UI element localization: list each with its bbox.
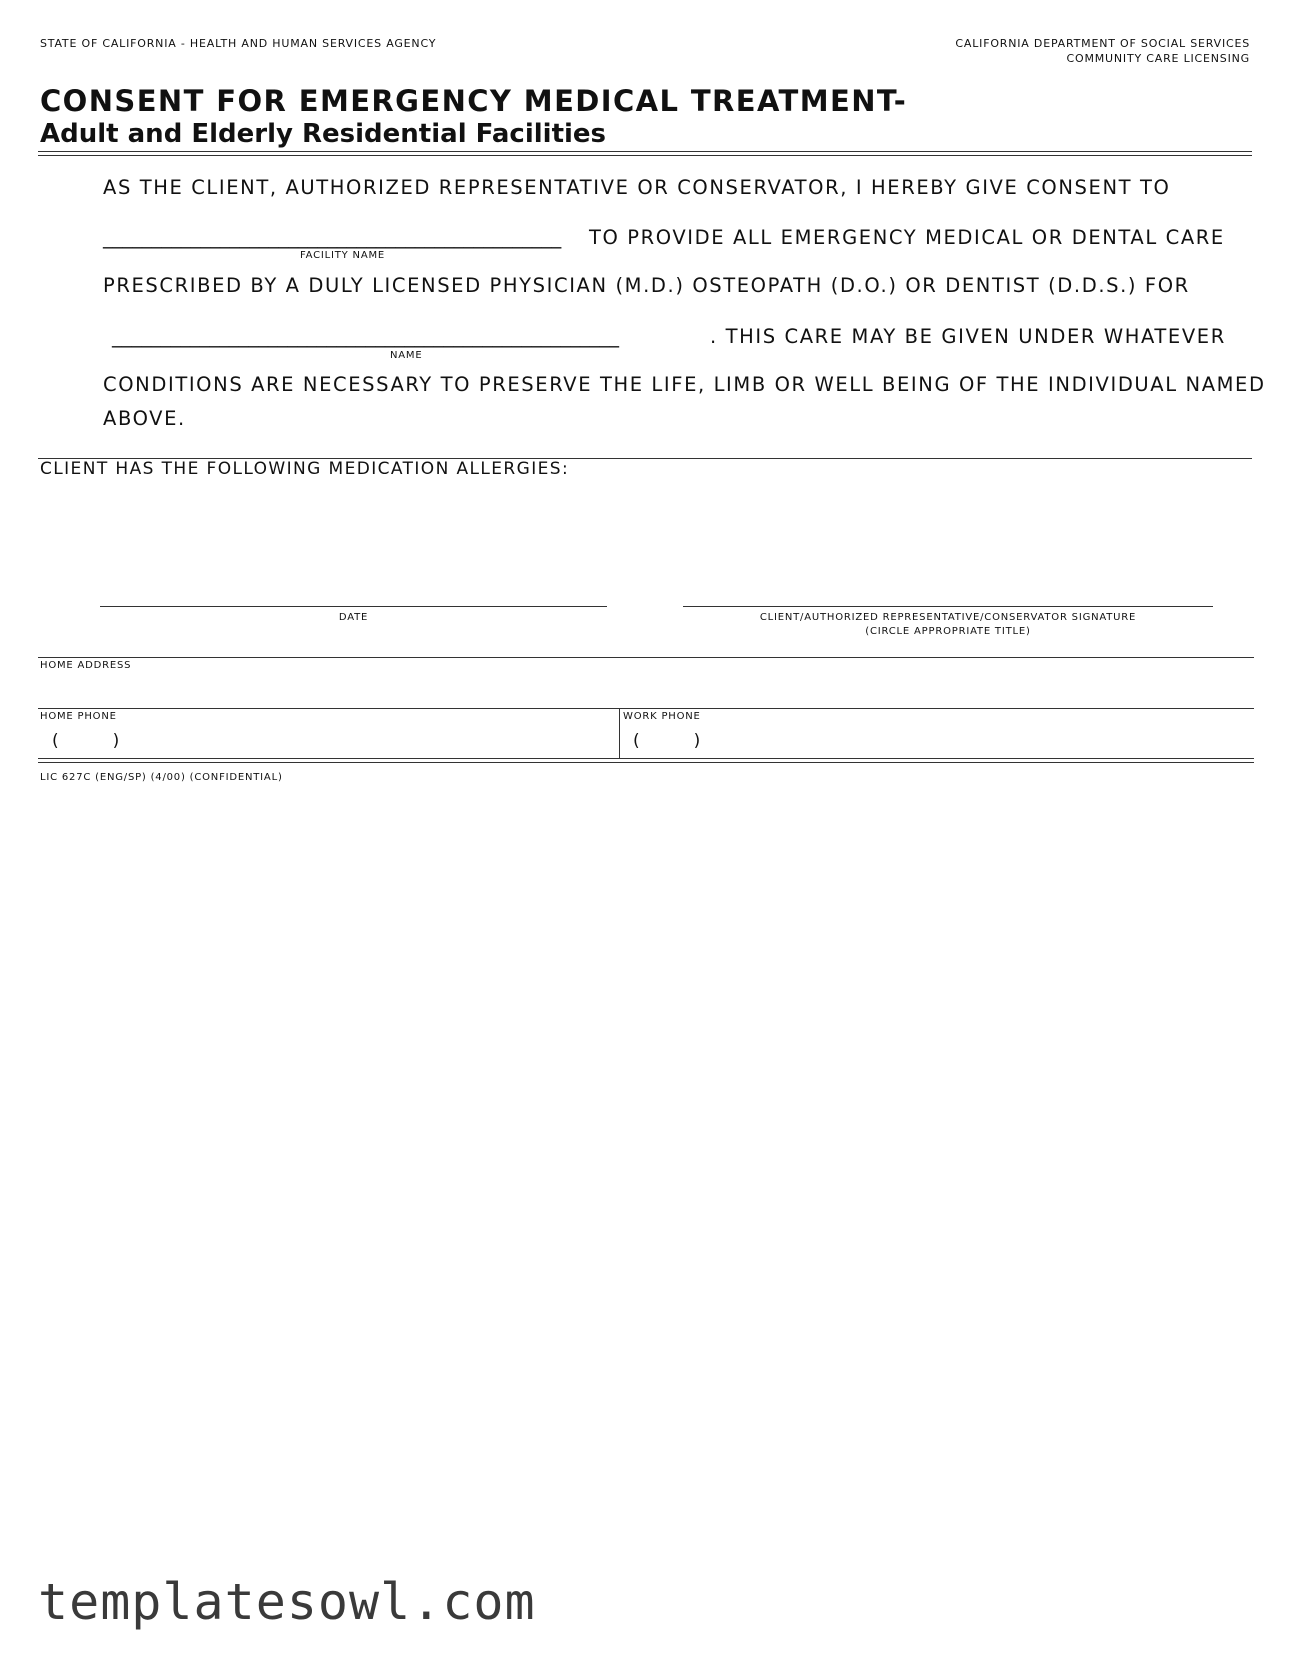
address-divider <box>38 657 1254 658</box>
allergies-input-area[interactable] <box>40 485 1250 595</box>
form-subtitle: Adult and Elderly Residential Facilities <box>40 119 607 149</box>
allergies-label: CLIENT HAS THE FOLLOWING MEDICATION ALLERGIES: <box>40 459 570 479</box>
agency-name-left: STATE OF CALIFORNIA - HEALTH AND HUMAN SERVICES AGENCY <box>40 37 437 50</box>
consent-line-5: CONDITIONS ARE NECESSARY TO PRESERVE THE LIFE, LIMB OR WELL BEING OF THE INDIVIDUAL NAMED <box>103 373 1266 396</box>
home-phone-field[interactable]: ( ) <box>52 731 120 751</box>
client-name-label: NAME <box>390 350 423 361</box>
watermark-text: templatesowl.com <box>38 1573 536 1631</box>
consent-line-4: . THIS CARE MAY BE GIVEN UNDER WHATEVER <box>710 325 1226 348</box>
bottom-divider-bottom <box>38 762 1254 763</box>
title-divider-top <box>38 151 1252 152</box>
phone-divider <box>38 708 1254 709</box>
bottom-divider-top <box>38 758 1254 759</box>
home-address-label: HOME ADDRESS <box>40 660 132 671</box>
work-phone-label: WORK PHONE <box>623 711 701 722</box>
department-name: CALIFORNIA DEPARTMENT OF SOCIAL SERVICES <box>955 37 1250 50</box>
work-phone-field[interactable]: ( ) <box>633 731 701 751</box>
title-divider-bottom <box>38 155 1252 156</box>
phone-column-divider <box>619 708 620 758</box>
consent-line-2: TO PROVIDE ALL EMERGENCY MEDICAL OR DENTAL CARE <box>589 226 1225 249</box>
signature-title-note: (CIRCLE APPROPRIATE TITLE) <box>865 626 1031 637</box>
home-phone-label: HOME PHONE <box>40 711 117 722</box>
date-line[interactable] <box>100 606 607 607</box>
consent-line-3: PRESCRIBED BY A DULY LICENSED PHYSICIAN (M.D.) OSTEOPATH (D.O.) OR DENTIST (D.D.S.) FOR <box>103 274 1190 297</box>
consent-line-1: AS THE CLIENT, AUTHORIZED REPRESENTATIVE OR CONSERVATOR, I HEREBY GIVE CONSENT TO <box>103 176 1171 199</box>
date-label: DATE <box>338 612 369 623</box>
facility-name-field[interactable]: _______________________________________________ <box>103 226 562 249</box>
form-id: LIC 627C (ENG/SP) (4/00) (CONFIDENTIAL) <box>40 772 283 783</box>
division-name: COMMUNITY CARE LICENSING <box>1066 52 1250 65</box>
signature-label: CLIENT/AUTHORIZED REPRESENTATIVE/CONSERVATOR SIGNATURE <box>759 612 1137 623</box>
form-title: CONSENT FOR EMERGENCY MEDICAL TREATMENT- <box>40 84 908 118</box>
signature-line[interactable] <box>683 606 1213 607</box>
home-address-field[interactable] <box>40 675 1250 705</box>
facility-name-label: FACILITY NAME <box>300 250 386 261</box>
client-name-field[interactable]: ____________________________________________________ <box>112 325 619 348</box>
consent-line-6: ABOVE. <box>103 407 186 430</box>
